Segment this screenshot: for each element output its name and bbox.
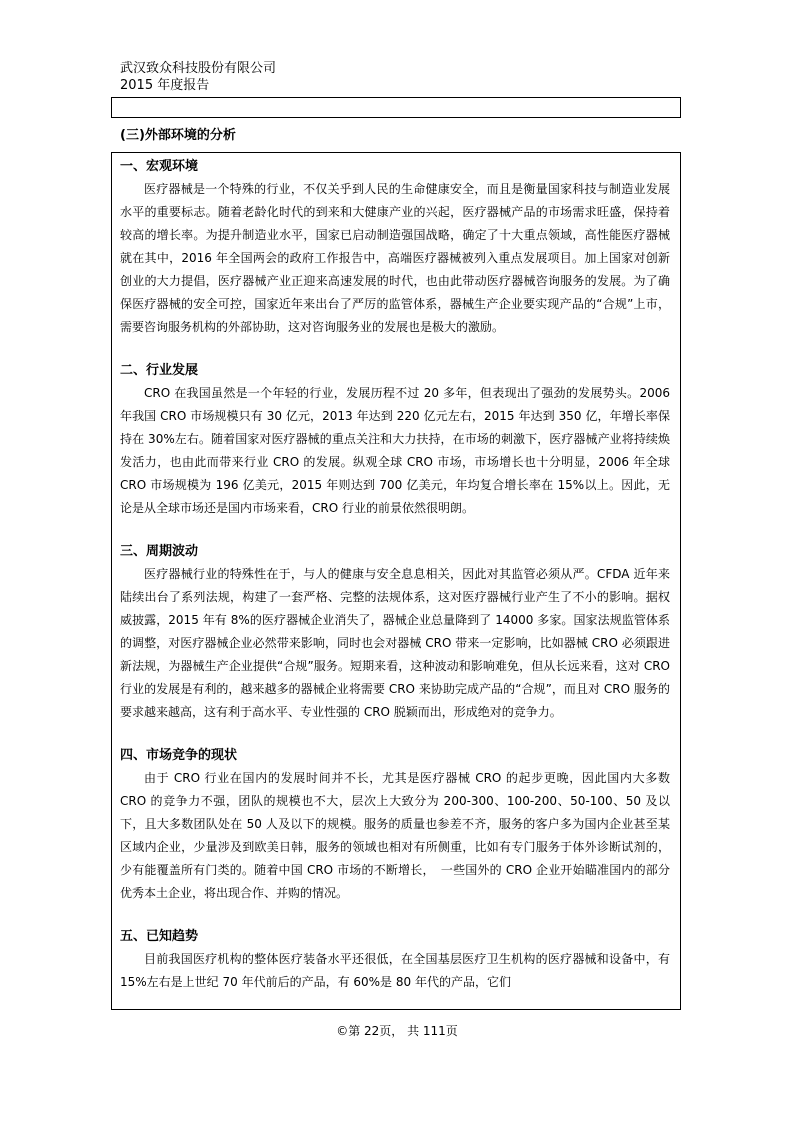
section-heading: 一、宏观环境: [120, 159, 199, 174]
section-known-trends: [120, 925, 670, 994]
section-industry-development: [120, 359, 670, 520]
section-paragraph: 由于 CRO 行业在国内的发展时间并不长，尤其是医疗器械 CRO 的起步更晚，因此国内大多数 CRO 的竞争力不强，团队的规模也不大，层次上大致分为 200-300、100-200、50-100、50 及以下，且大多数团队处在 50 人及以下的规模。服务的质量也参差不齐，服务的客户多为国内企业甚至某区域内企业，少量涉及到欧美日韩，服务的领域也相对有所侧重，比如有专门服务于体外诊断试剂的，少有能覆盖所有门类的。随着中国 CRO 市场的不断增长， 一些国外的 CRO 企业开始瞄准国内的部分优秀本土企业，将出现合作、并购的情况。: [120, 771, 670, 900]
section-macro-environment: [120, 155, 670, 339]
company-name: 武汉致众科技股份有限公司: [120, 61, 277, 76]
section-cyclical-fluctuation: [120, 540, 670, 724]
content-table-cell: [111, 152, 681, 1010]
page-footer: ©第 22页， 共 111页: [336, 1024, 458, 1038]
empty-table-row: [111, 97, 681, 118]
section-heading: 二、行业发展: [120, 363, 199, 378]
section-title: (三)外部环境的分析: [120, 128, 236, 143]
section-paragraph: 医疗器械行业的特殊性在于，与人的健康与安全息息相关，因此对其监管必须从严。CFDA 近年来陆续出台了系列法规，构建了一套严格、完整的法规体系，这对医疗器械行业产生了不小的影响。据权威披露，2015 年有 8%的医疗器械企业消失了，器械企业总量降到了 14000 多家。国家法规监管体系的调整，对医疗器械企业必然带来影响，同时也会对器械 CRO 带来一定影响，比如器械 CRO 必须跟进新法规，为器械生产企业提供“合规”服务。短期来看，这种波动和影响难免，但从长远来看，这对 CRO 行业的发展是有利的，越来越多的器械企业将需要 CRO 来协助完成产品的“合规”，而且对 CRO 服务的要求越来越高，这有利于高水平、专业性强的 CRO 脱颖而出，形成绝对的竞争力。: [120, 567, 670, 719]
section-paragraph: 医疗器械是一个特殊的行业，不仅关乎到人民的生命健康安全，而且是衡量国家科技与制造业发展水平的重要标志。随着老龄化时代的到来和大健康产业的兴起，医疗器械产品的市场需求旺盛，保持着较高的增长率。为提升制造业水平，国家已启动制造强国战略，确定了十大重点领域，高性能医疗器械就在其中，2016 年全国两会的政府工作报告中，高端医疗器械被列入重点发展项目。加上国家对创新创业的大力提倡，医疗器械产业正迎来高速发展的时代，也由此带动医疗器械咨询服务的发展。为了确保医疗器械的安全可控，国家近年来出台了严厉的监管体系，器械生产企业要实现产品的“合规”上市，需要咨询服务机构的外部协助，这对咨询服务业的发展也是极大的激励。: [120, 182, 670, 334]
report-title: 2015 年度报告: [120, 78, 210, 93]
section-paragraph: 目前我国医疗机构的整体医疗装备水平还很低，在全国基层医疗卫生机构的医疗器械和设备中，有 15%左右是上世纪 70 年代前后的产品，有 60%是 80 年代的产品，它们: [120, 952, 670, 989]
section-heading: 四、市场竞争的现状: [120, 748, 238, 763]
section-paragraph: CRO 在我国虽然是一个年轻的行业，发展历程不过 20 多年，但表现出了强劲的发展势头。2006 年我国 CRO 市场规模只有 30 亿元，2013 年达到 220 亿元左右，2015 年达到 350 亿，年增长率保持在 30%左右。随着国家对医疗器械的重点关注和大力扶持，在市场的刺激下，医疗器械产业将持续焕发活力，也由此而带来行业 CRO 的发展。纵观全球 CRO 市场，市场增长也十分明显，2006 年全球 CRO 市场规模为 196 亿美元，2015 年则达到 700 亿美元，年均复合增长率在 15%以上。因此，无论是从全球市场还是国内市场来看，CRO 行业的前景依然很明朗。: [120, 386, 670, 515]
section-heading: 三、周期波动: [120, 544, 199, 559]
page-header: [120, 60, 276, 94]
section-market-competition: [120, 744, 670, 905]
section-heading: 五、已知趋势: [120, 929, 199, 944]
